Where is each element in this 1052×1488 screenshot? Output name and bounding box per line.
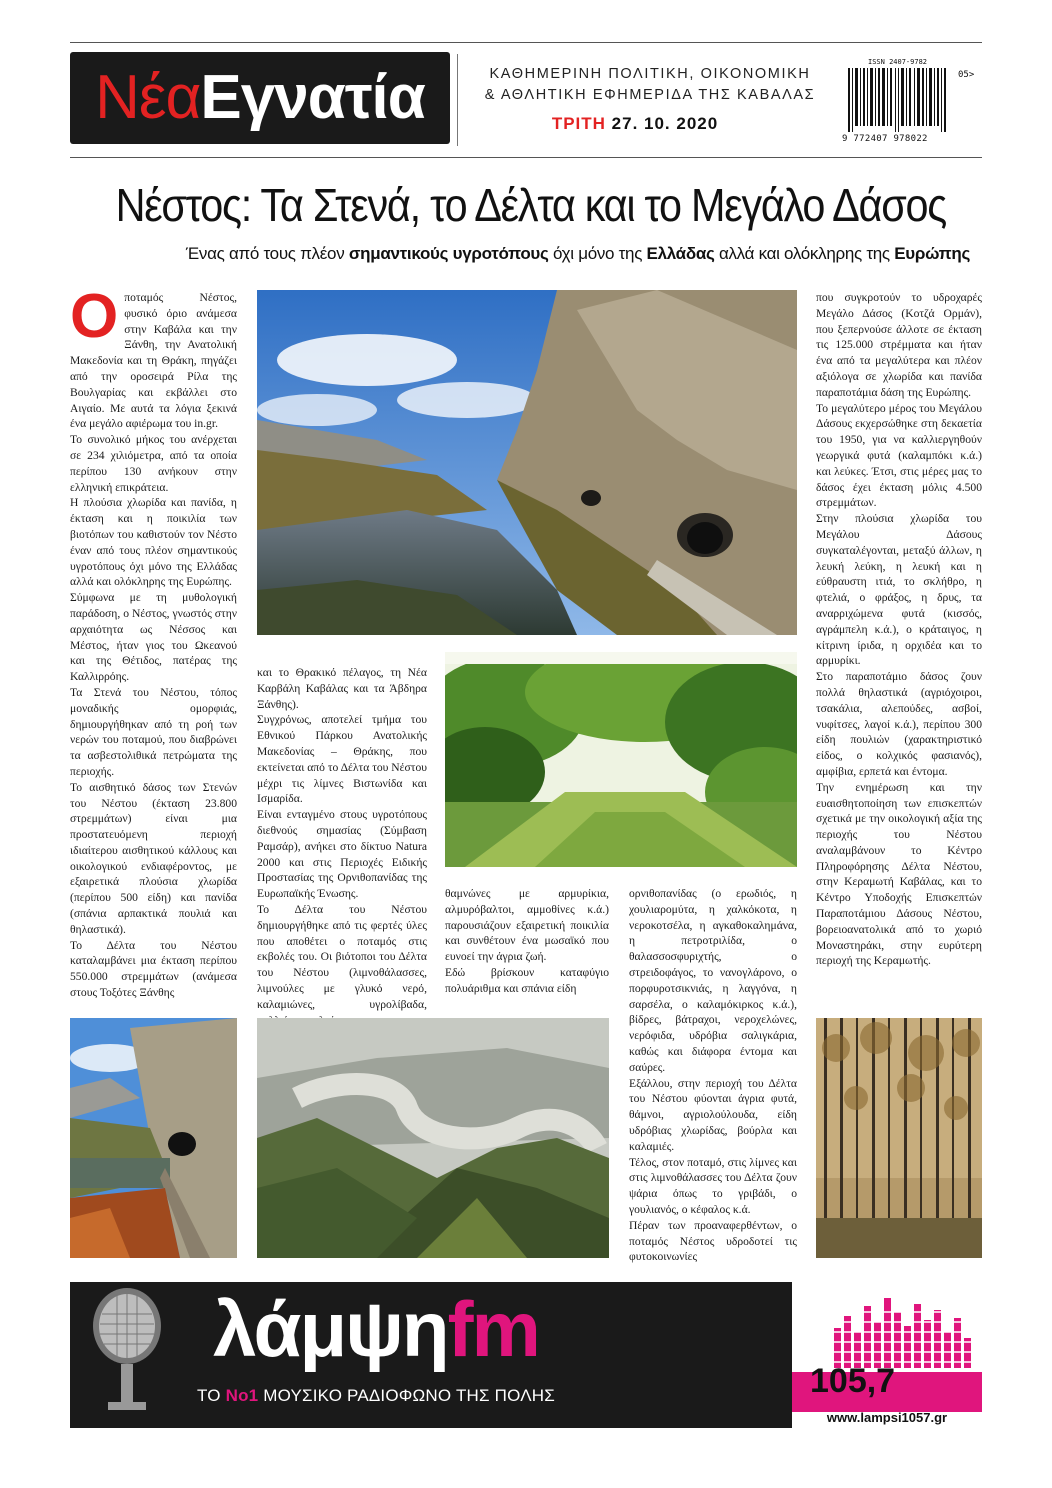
date-value: 27. 10. 2020 (611, 114, 719, 133)
paragraph: Είναι ενταγμένο στους υγροτόπους διεθνούς σημασίας (Σύμβαση Ραμσάρ), ανήκει στο δίκτυο Natura 2000 και στις Περιοχές Ειδικής Προστασίας της Ορνιθοπανίδας της Ευρωπαϊκής Ένωσης. (257, 808, 427, 901)
article-headline: Νέστος: Τα Στενά, το Δέλτα και το Μεγάλο Δάσος (115, 179, 946, 231)
paragraph: Τα Στενά του Νέστου, τόπος μοναδικής ομορφιάς, δημιουργήθηκαν από τη ροή των νερών του ποταμού, που διαβρώνει τα ασβεστολιθικά πετρώματα της περιοχής. (70, 685, 237, 778)
paragraph: Την ενημέρωση και την ευαισθητοποίηση των επισκεπτών σχετικά με την οικολογική αξία της περιοχής του Νέστου αναλαμβάνουν το Κέντρο Πληροφόρησης Δέλτα Νέστου, στην Κεραμωτή Καβάλας, και το Κέντρο Υποδοχής Επισκεπτών Παραποτάμιου Δάσους Νέστου, βορειοανατολικά από το χωριό Μοναστηράκι, στην ευρύτερη περιοχή της Κεραμωτής. (816, 780, 982, 968)
paragraph: Τέλος, στον ποταμό, στις λίμνες και στις λιμνοθάλασσες του Δέλτα ζουν ψάρια όπως το γριβάδι, ο γουλιανός, ο κέφαλος κ.ά. (629, 1155, 797, 1216)
paragraph: Το Δέλτα του Νέστου δημιουργήθηκε από τις φερτές ύλες που αποθέτει ο ποταμός στις εκβολές του. Οι βιότοποι του Δέλτα του Νέστου (λιμνοθάλασσες, λιμνούλες με γλυκό νερό, καλαμιώνες, υγρολίβαδα, (257, 902, 427, 1011)
drop-cap: Ο (70, 282, 119, 351)
ad-tagline: ΤΟ Νο1 ΜΟΥΣΙΚΟ ΡΑΔΙΟΦΩΝΟ ΤΗΣ ΠΟΛΗΣ (197, 1386, 555, 1405)
photo-railway-tunnel (70, 1018, 237, 1258)
paragraph: Στην πλούσια χλωρίδα του Μεγάλου Δάσους συγκαταλέγονται, μεταξύ άλλων, η λευκή λεύκη, η λευκή και η εύθραυστη ιτιά, το σκλήθρο, η φτελιά, ο φράξος, η δρυς, τα αναρριχώμενα φυτά (κισσός, αγράμπελη κ.ά.), ο κράταιγος, η κίτρινη ίριδα, η ορχιδέα και το αρμυρίκι. (816, 512, 982, 668)
paragraph: Στο παραποτάμιο δάσος ζουν πολλά θηλαστικά (αγριόχοιροι, τσακάλια, αλεπούδες, ασβοί, νυφίτσες, λαγοί κ.ά.), περίπου 300 είδη πουλιών (χαρακτηριστικό είδος, ο κολχικός φασιανός), αμφίβια, ερπετά και έντομα. (816, 670, 982, 778)
masthead-bottom-rule (70, 157, 982, 158)
issn-text: ISSN 2407-9782 (868, 58, 928, 66)
paragraph: Σύμφωνα με τη μυθολογική παράδοση, ο Νέστος, γνωστός στην αρχαιότητα ως Νέσσος και Μέστος, ήταν γιος του Ωκεανού και της Θέτιδος, πατέρας της Καλλιρρόης. (70, 591, 237, 684)
paragraph: Εξάλλου, στην περιοχή του Δέλτα του Νέστου φύονται άγρια φυτά, θάμνοι, αγριολούλουδα, είδη υδρόβιας χλωρίδας, βούρλα και καλαμιές. (629, 1076, 797, 1153)
paragraph: Εδώ βρίσκουν καταφύγιο πολυάριθμα και σπάνια είδη (445, 965, 609, 995)
paragraph: Η πλούσια χλωρίδα και πανίδα, η έκταση και η ποικιλία των βιοτόπων του καθιστούν τον Νέστο έναν από τους πλέον σημαντικούς υγροτόπους όχι μόνο της Ελλάδας αλλά και ολόκληρης της Ευρώπης. (70, 496, 237, 589)
article-column-4 (629, 886, 797, 1265)
article-column-3 (445, 886, 609, 997)
masthead-divider (457, 54, 458, 146)
date-day: ΤΡΙΤΗ (551, 114, 606, 133)
paragraph: που συγκροτούν το υδροχαρές Μεγάλο Δάσος (Κοτζά Ορμάν), που ξεπερνούσε άλλοτε σε έκταση τις 125.000 στρέμματα και ήταν ένα από τα μεγαλύτερα και πλέον αξιόλογα σε χλωρίδα και πανίδα παραποτάμια δάση της Ευρώπης. (816, 291, 982, 399)
photo-river-meander (257, 1018, 609, 1258)
ad-frequency: 105,7 (792, 1372, 982, 1412)
barcode-bars-icon (848, 68, 956, 132)
barcode (842, 58, 975, 148)
article-subhead: Ένας από τους πλέον σημαντικούς υγροτόπους όχι μόνο της Ελλάδας αλλά και ολόκληρης της Ευρώπης (185, 244, 970, 263)
top-rule (70, 42, 982, 43)
paragraph: θαμνώνες με αρμυρίκια, αλμυρόβαλτοι, αμμοθίνες κ.ά.) παρουσιάζουν εξαιρετική ποικιλία και συνθέτουν ένα μωσαϊκό που ευνοεί την άγρια ζωή. (445, 887, 609, 964)
paragraph: Το συνολικό μήκος του ανέρχεται σε 234 χιλιόμετρα, από τα οποία περίπου 130 ανήκουν στην ελληνική επικράτεια. (70, 433, 237, 494)
paragraph: ορνιθοπανίδας (ο ερωδιός, η χουλιαρομύτα, η χαλκόκοτα, η νεροκοτσέλα, η αγκαθοκαλημάνα, η πετροτριλίδα, ο θαλασσοσφυριχτής, ο στρειδοφάγος, το νανογλάρονο, ο πορφυροτσικνιάς, η λαγγόνα, η σαρσέλα, ο καλαμόκιρκος κ.ά.), βίδρες, βάτραχοι, νεροχελώνες, νερόφιδα, υδρόβια σαλιγκάρια, καθώς και διάφορα έντομα και σαύρες. (629, 887, 797, 1074)
paragraph: Οποταμός Νέστος, φυσικό όριο ανάμεσα στην Καβάλα και την Ξάνθη, την Ανατολική Μακεδονία και τη Θράκη, πηγάζει από την οροσειρά Ρίλα της Βουλγαρίας και εκβάλλει στο Αιγαίο. Με αυτά τα λόγια ξεκινά ένα μεγάλο αφιέρωμα του in.gr. (70, 282, 237, 431)
paragraph: Το αισθητικό δάσος των Στενών του Νέστου (έκταση 23.800 στρεμμάτων) είναι μια προστατευόμενη περιοχή ιδιαίτερου αισθητικού κάλλους και οικολογικού ενδιαφέροντος, με εξαιρετικά πλούσια χλωρίδα (περίπου 500 είδη) και πανίδα (σπάνια αρπακτικά πουλιά και θηλαστικά). (70, 780, 237, 936)
article-column-5 (816, 290, 982, 969)
newspaper-logo[interactable] (70, 52, 450, 144)
paragraph: Το μεγαλύτερο μέρος του Μεγάλου Δάσους εκχερσώθηκε στη δεκαετία του 1950, για να καλλιεργηθούν γεωργικά φυτά (καλαμπόκι κ.ά.) και λεύκες. Έτσι, στις μέρες μας το δάσος έχει έκταση μόλις 4.500 στρεμμάτων. (816, 401, 982, 510)
barcode-number: 9 772407 978022 (842, 134, 928, 144)
photo-nestos-gorge (257, 290, 797, 635)
paragraph: Πέραν των προαναφερθέντων, ο ποταμός Νέστος υδροδοτεί τις φυτοκοινωνίες (629, 1218, 797, 1264)
article-column-2 (257, 665, 427, 1028)
paragraph: Συγχρόνως, αποτελεί τμήμα του Εθνικού Πάρκου Ανατολικής Μακεδονίας – Θράκης, που εκτείνεται από το Δέλτα του Νέστου μέχρι τις λίμνες Βιστωνίδα και Ισμαρίδα. (257, 713, 427, 806)
ad-brand-pink: fm (447, 1285, 539, 1373)
tagline-line-1: ΚΑΘΗΜΕΡΙΝΗ ΠΟΛΙΤΙΚΗ, ΟΙΚΟΝΟΜΙΚΗ (489, 66, 811, 82)
barcode-issue: 05> (958, 70, 975, 80)
photo-green-river (445, 652, 797, 867)
radio-advertisement[interactable] (70, 1282, 982, 1428)
ad-brand (186, 1284, 566, 1374)
logo-light-text: Νέα (95, 63, 201, 132)
article-column-1 (70, 282, 237, 1001)
issue-date (470, 114, 800, 134)
masthead-tagline (470, 64, 830, 106)
photo-poplar-forest (816, 1018, 982, 1258)
paragraph: Το Δέλτα του Νέστου καταλαμβάνει μια έκταση περίπου 550.000 στρεμμάτων (ανάμεσα στους Τοξότες Ξάνθης (70, 938, 237, 1000)
tagline-line-2: & ΑΘΛΗΤΙΚΗ ΕΦΗΜΕΡΙΔΑ ΤΗΣ ΚΑΒΑΛΑΣ (484, 87, 816, 103)
equalizer-icon (792, 1282, 982, 1374)
logo-bold-text: Εγνατία (200, 63, 425, 132)
ad-brand-white: λάμψη (213, 1285, 448, 1373)
paragraph: και το Θρακικό πέλαγος, τη Νέα Καρβάλη Καβάλας και τα Άβδηρα Ξάνθης). (257, 666, 427, 711)
ad-url-link[interactable]: www.lampsi1057.gr (826, 1410, 948, 1425)
